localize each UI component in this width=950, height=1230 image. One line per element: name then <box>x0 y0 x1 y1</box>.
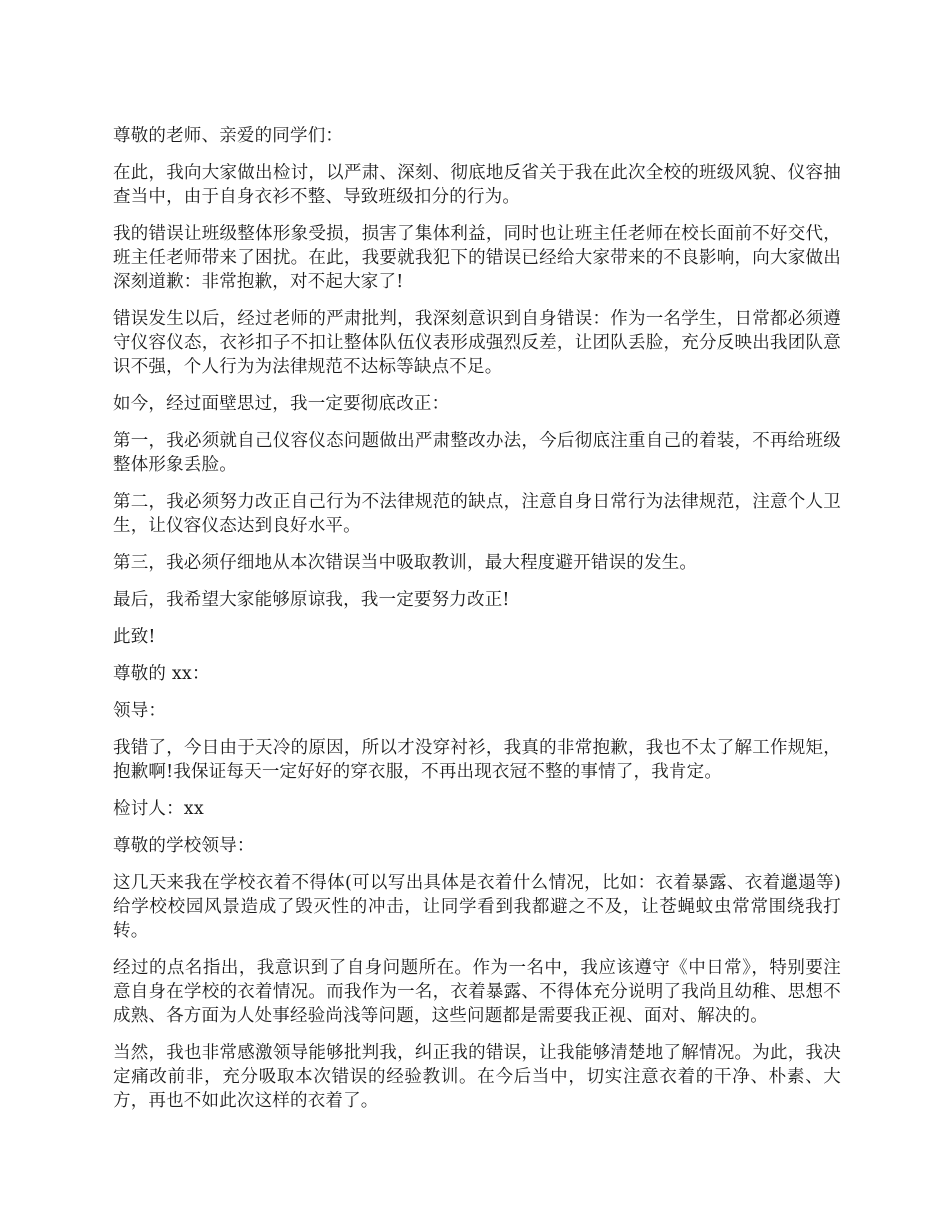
paragraph: 第三，我必须仔细地从本次错误当中吸取教训，最大程度避开错误的发生。 <box>113 553 698 573</box>
paragraph: 第一，我必须就自己仪容仪态问题做出严肃整改办法，今后彻底注重自己的着装，不再给班级整体形象丢脸。 <box>113 431 841 475</box>
paragraph: 这几天来我在学校衣着不得体(可以写出具体是衣着什么情况，比如：衣着暴露、衣着邋遢等)给学校校园风景造成了毁灭性的冲击，让同学看到我都避之不及，让苍蝇蚊虫常常围绕我打转。 <box>113 873 841 941</box>
closing: 此致! <box>113 627 156 647</box>
paragraph: 如今，经过面壁思过，我一定要彻底改正： <box>113 394 450 414</box>
signature-line: 检讨人：xx <box>113 799 204 819</box>
salutation: 尊敬的学校领导： <box>113 836 255 856</box>
salutation: 领导： <box>113 701 167 721</box>
salutation: 尊敬的老师、亲爱的同学们： <box>113 126 344 146</box>
salutation: 尊敬的 xx： <box>113 664 210 684</box>
paragraph: 经过的点名指出，我意识到了自身问题所在。作为一名中，我应该遵守《中日常》，特别要注意自身在学校的衣着情况。而我作为一名，衣着暴露、不得体充分说明了我尚且幼稚、思想不成熟、各方面为人处事经验尚浅等问题，这些问题都是需要我正视、面对、解决的。 <box>113 958 841 1026</box>
paragraph: 我错了，今日由于天冷的原因，所以才没穿衬衫，我真的非常抱歉，我也不太了解工作规矩，抱歉啊!我保证每天一定好好的穿衣服，不再出现衣冠不整的事情了，我肯定。 <box>113 738 841 782</box>
paragraph: 错误发生以后，经过老师的严肃批判，我深刻意识到自身错误：作为一名学生，日常都必须遵守仪容仪态，衣衫扣子不扣让整体队伍仪表形成强烈反差，让团队丢脸，充分反映出我团队意识不强，个人行为为法律规范不达标等缺点不足。 <box>113 309 841 377</box>
document-body <box>113 124 841 1126</box>
paragraph: 我的错误让班级整体形象受损，损害了集体利益，同时也让班主任老师在校长面前不好交代，班主任老师带来了困扰。在此，我要就我犯下的错误已经给大家带来的不良影响，向大家做出深刻道歉：非常抱歉，对不起大家了! <box>113 224 841 292</box>
paragraph: 第二，我必须努力改正自己行为不法律规范的缺点，注意自身日常行为法律规范，注意个人卫生，让仪容仪态达到良好水平。 <box>113 492 841 536</box>
paragraph: 当然，我也非常感激领导能够批判我，纠正我的错误，让我能够清楚地了解情况。为此，我决定痛改前非，充分吸取本次错误的经验教训。在今后当中，切实注意衣着的干净、朴素、大方，再也不如此次这样的衣着了。 <box>113 1043 841 1111</box>
paragraph: 在此，我向大家做出检讨，以严肃、深刻、彻底地反省关于我在此次全校的班级风貌、仪容抽查当中，由于自身衣衫不整、导致班级扣分的行为。 <box>113 163 841 207</box>
paragraph: 最后，我希望大家能够原谅我，我一定要努力改正! <box>113 590 510 610</box>
